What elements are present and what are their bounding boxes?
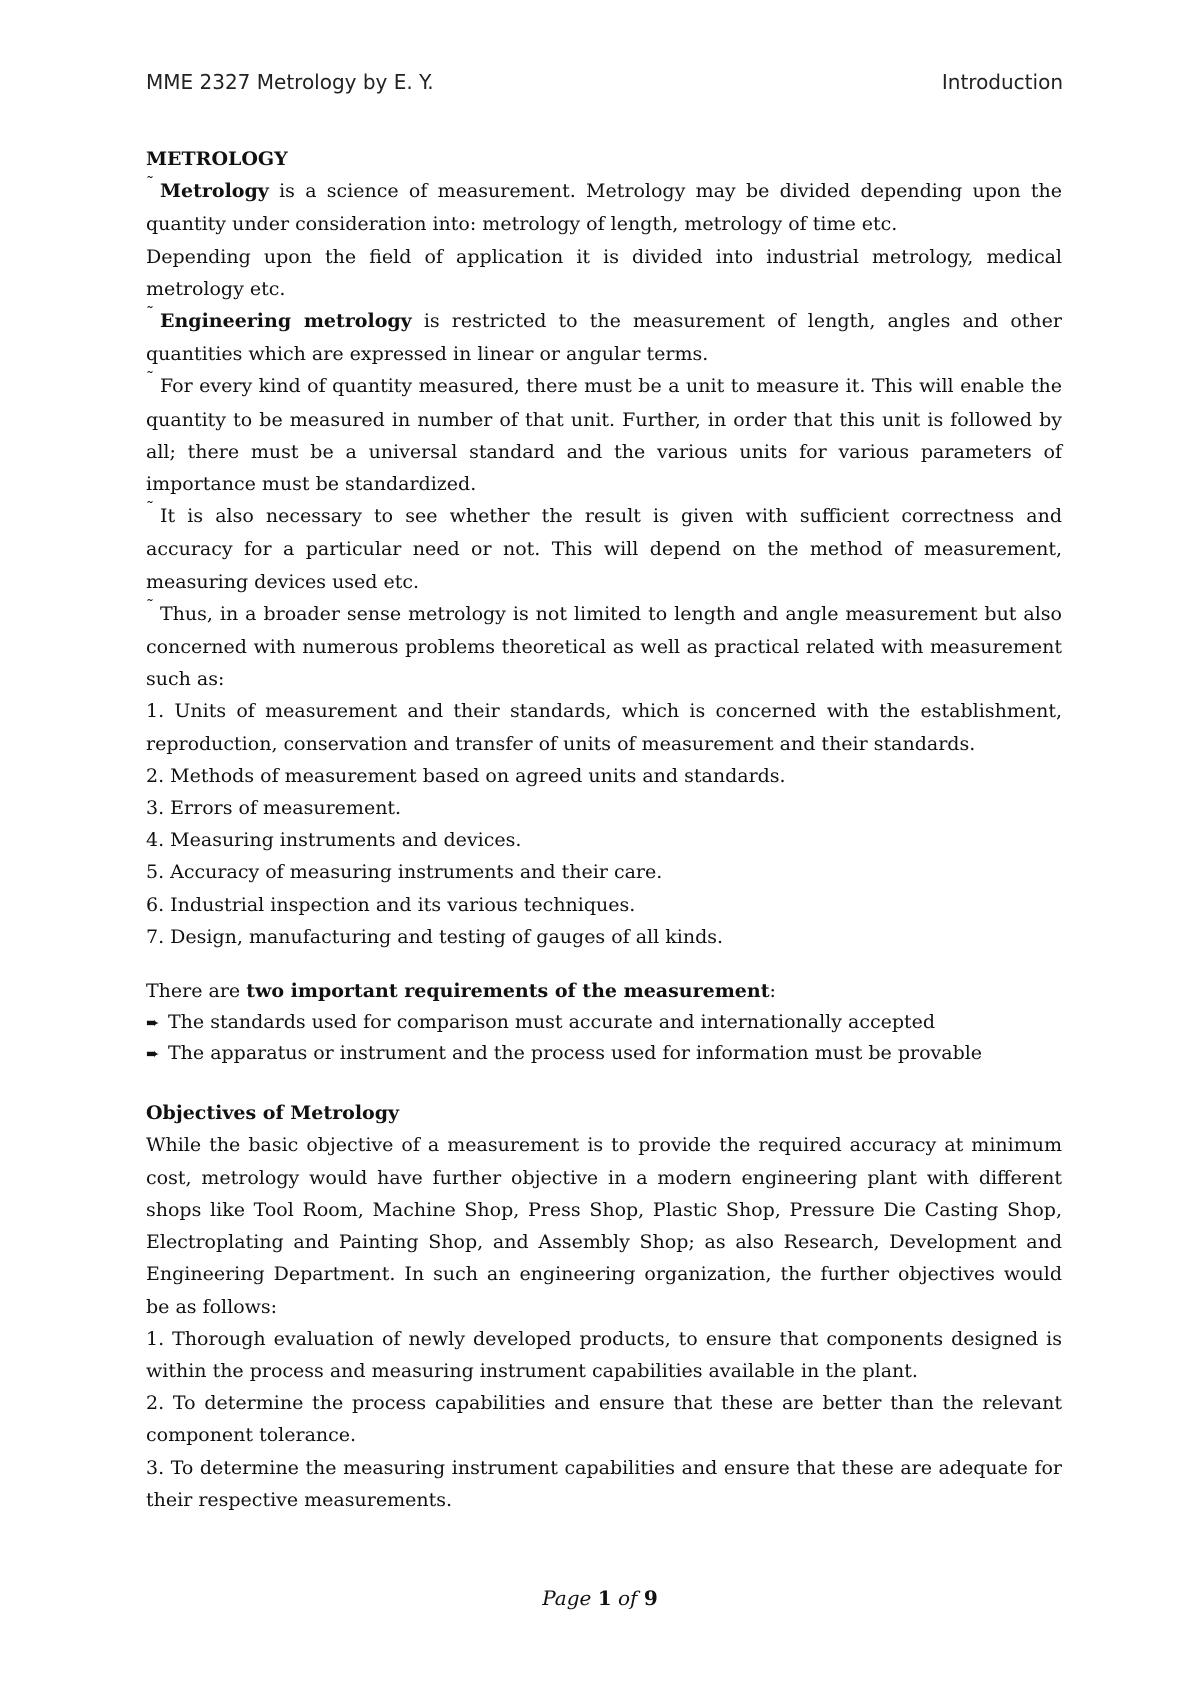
intro-bold: two important requirements of the measurement xyxy=(246,980,770,1003)
term-engineering-metrology: Engineering metrology xyxy=(160,310,412,333)
paragraph: Depending upon the field of application it is divided into industrial metrology, medical metrology etc. xyxy=(146,245,1062,300)
list-item: 3. Errors of measurement. xyxy=(146,797,402,820)
footer-page-total: 9 xyxy=(643,1586,658,1610)
intro-suffix: : xyxy=(769,980,776,1003)
requirement-item xyxy=(146,1007,1062,1038)
list-item: 5. Accuracy of measuring instruments and their care. xyxy=(146,861,663,884)
tilde-bullet-icon: ˜ xyxy=(146,173,154,193)
tilde-bullet-icon: ˜ xyxy=(146,368,154,388)
header-left: MME 2327 Metrology by E. Y. xyxy=(146,70,434,94)
list-item: 2. Methods of measurement based on agreed units and standards. xyxy=(146,764,786,787)
page-footer xyxy=(0,1586,1200,1610)
requirements-intro xyxy=(146,975,1062,1007)
objectives-paragraph: While the basic objective of a measurement is to provide the required accuracy at minimum cost, metrology would have further objective in a modern engineering plant with different shops like Tool Room, Machine Shop, Press Shop, Plastic Shop, Pressure Die Casting Shop, Electroplating and Painting Shop, and Assembly Shop; as also Research, Development and Engineering Department. In such an engineering organization, the further objectives would be as follows: xyxy=(146,1134,1062,1318)
requirement-item xyxy=(146,1038,1062,1069)
tilde-bullet-icon: ˜ xyxy=(146,595,154,615)
list-item: 4. Measuring instruments and devices. xyxy=(146,829,522,852)
objectives-heading: Objectives of Metrology xyxy=(146,1102,400,1125)
list-item: 6. Industrial inspection and its various techniques. xyxy=(146,893,636,916)
objective-item: 2. To determine the process capabilities and ensure that these are better than the relevant component tolerance. xyxy=(146,1392,1062,1447)
term-metrology: Metrology xyxy=(160,180,269,203)
requirement-text: The apparatus or instrument and the process used for information must be provable xyxy=(168,1042,983,1065)
requirement-text: The standards used for comparison must accurate and internationally accepted xyxy=(168,1011,936,1034)
footer-page-word: Page xyxy=(542,1586,592,1610)
page-title: METROLOGY xyxy=(146,148,288,170)
list-item: 7. Design, manufacturing and testing of gauges of all kinds. xyxy=(146,925,724,948)
tilde-bullet-icon: ˜ xyxy=(146,498,154,518)
bullet-text: is restricted to the measurement of length, angles and other quantities which are expressed in linear or angular terms. xyxy=(146,310,1062,366)
bullet-text: For every kind of quantity measured, there must be a unit to measure it. This will enable the quantity to be measured in number of that unit. Further, in order that this unit is followed by all; there must be a universal standard and the various units for various parameters of importance must be standardized. xyxy=(146,375,1062,496)
bullet-text: is a science of measurement. Metrology may be divided depending upon the quantity under consideration into: metrology of length, metrology of time etc. xyxy=(146,180,1062,236)
objective-item: 1. Thorough evaluation of newly developed products, to ensure that components designed is within the process and measuring instrument capabilities available in the plant. xyxy=(146,1327,1062,1382)
spacer xyxy=(146,1069,1062,1097)
bullet-paragraph xyxy=(146,305,1062,370)
bullet-paragraph xyxy=(146,500,1062,598)
list-item: 1. Units of measurement and their standards, which is concerned with the establishment, reproduction, conservation and transfer of units of measurement and their standards. xyxy=(146,700,1062,755)
bullet-paragraph xyxy=(146,370,1062,500)
document-body xyxy=(146,143,1062,1516)
section-heading xyxy=(146,1097,1062,1129)
bullet-text: It is also necessary to see whether the result is given with sufficient correctness and accuracy for a particular need or not. This will depend on the method of measurement, measuring devices used etc. xyxy=(146,505,1062,593)
bullet-text: Thus, in a broader sense metrology is not limited to length and angle measurement but also concerned with numerous problems theoretical as well as practical related with measurement such as: xyxy=(146,602,1062,691)
arrow-bullet-icon: ➨ xyxy=(146,1013,160,1033)
arrow-bullet-icon: ➨ xyxy=(146,1044,160,1064)
intro-prefix: There are xyxy=(146,980,247,1003)
bullet-paragraph xyxy=(146,595,1062,696)
bullet-paragraph xyxy=(146,175,1062,240)
objective-item: 3. To determine the measuring instrument capabilities and ensure that these are adequate for their respective measurements. xyxy=(146,1456,1062,1511)
header-right: Introduction xyxy=(941,70,1063,94)
footer-page-number: 1 xyxy=(597,1586,612,1610)
footer-of-word: of xyxy=(618,1586,638,1610)
spacer xyxy=(146,953,1062,975)
tilde-bullet-icon: ˜ xyxy=(146,303,154,323)
